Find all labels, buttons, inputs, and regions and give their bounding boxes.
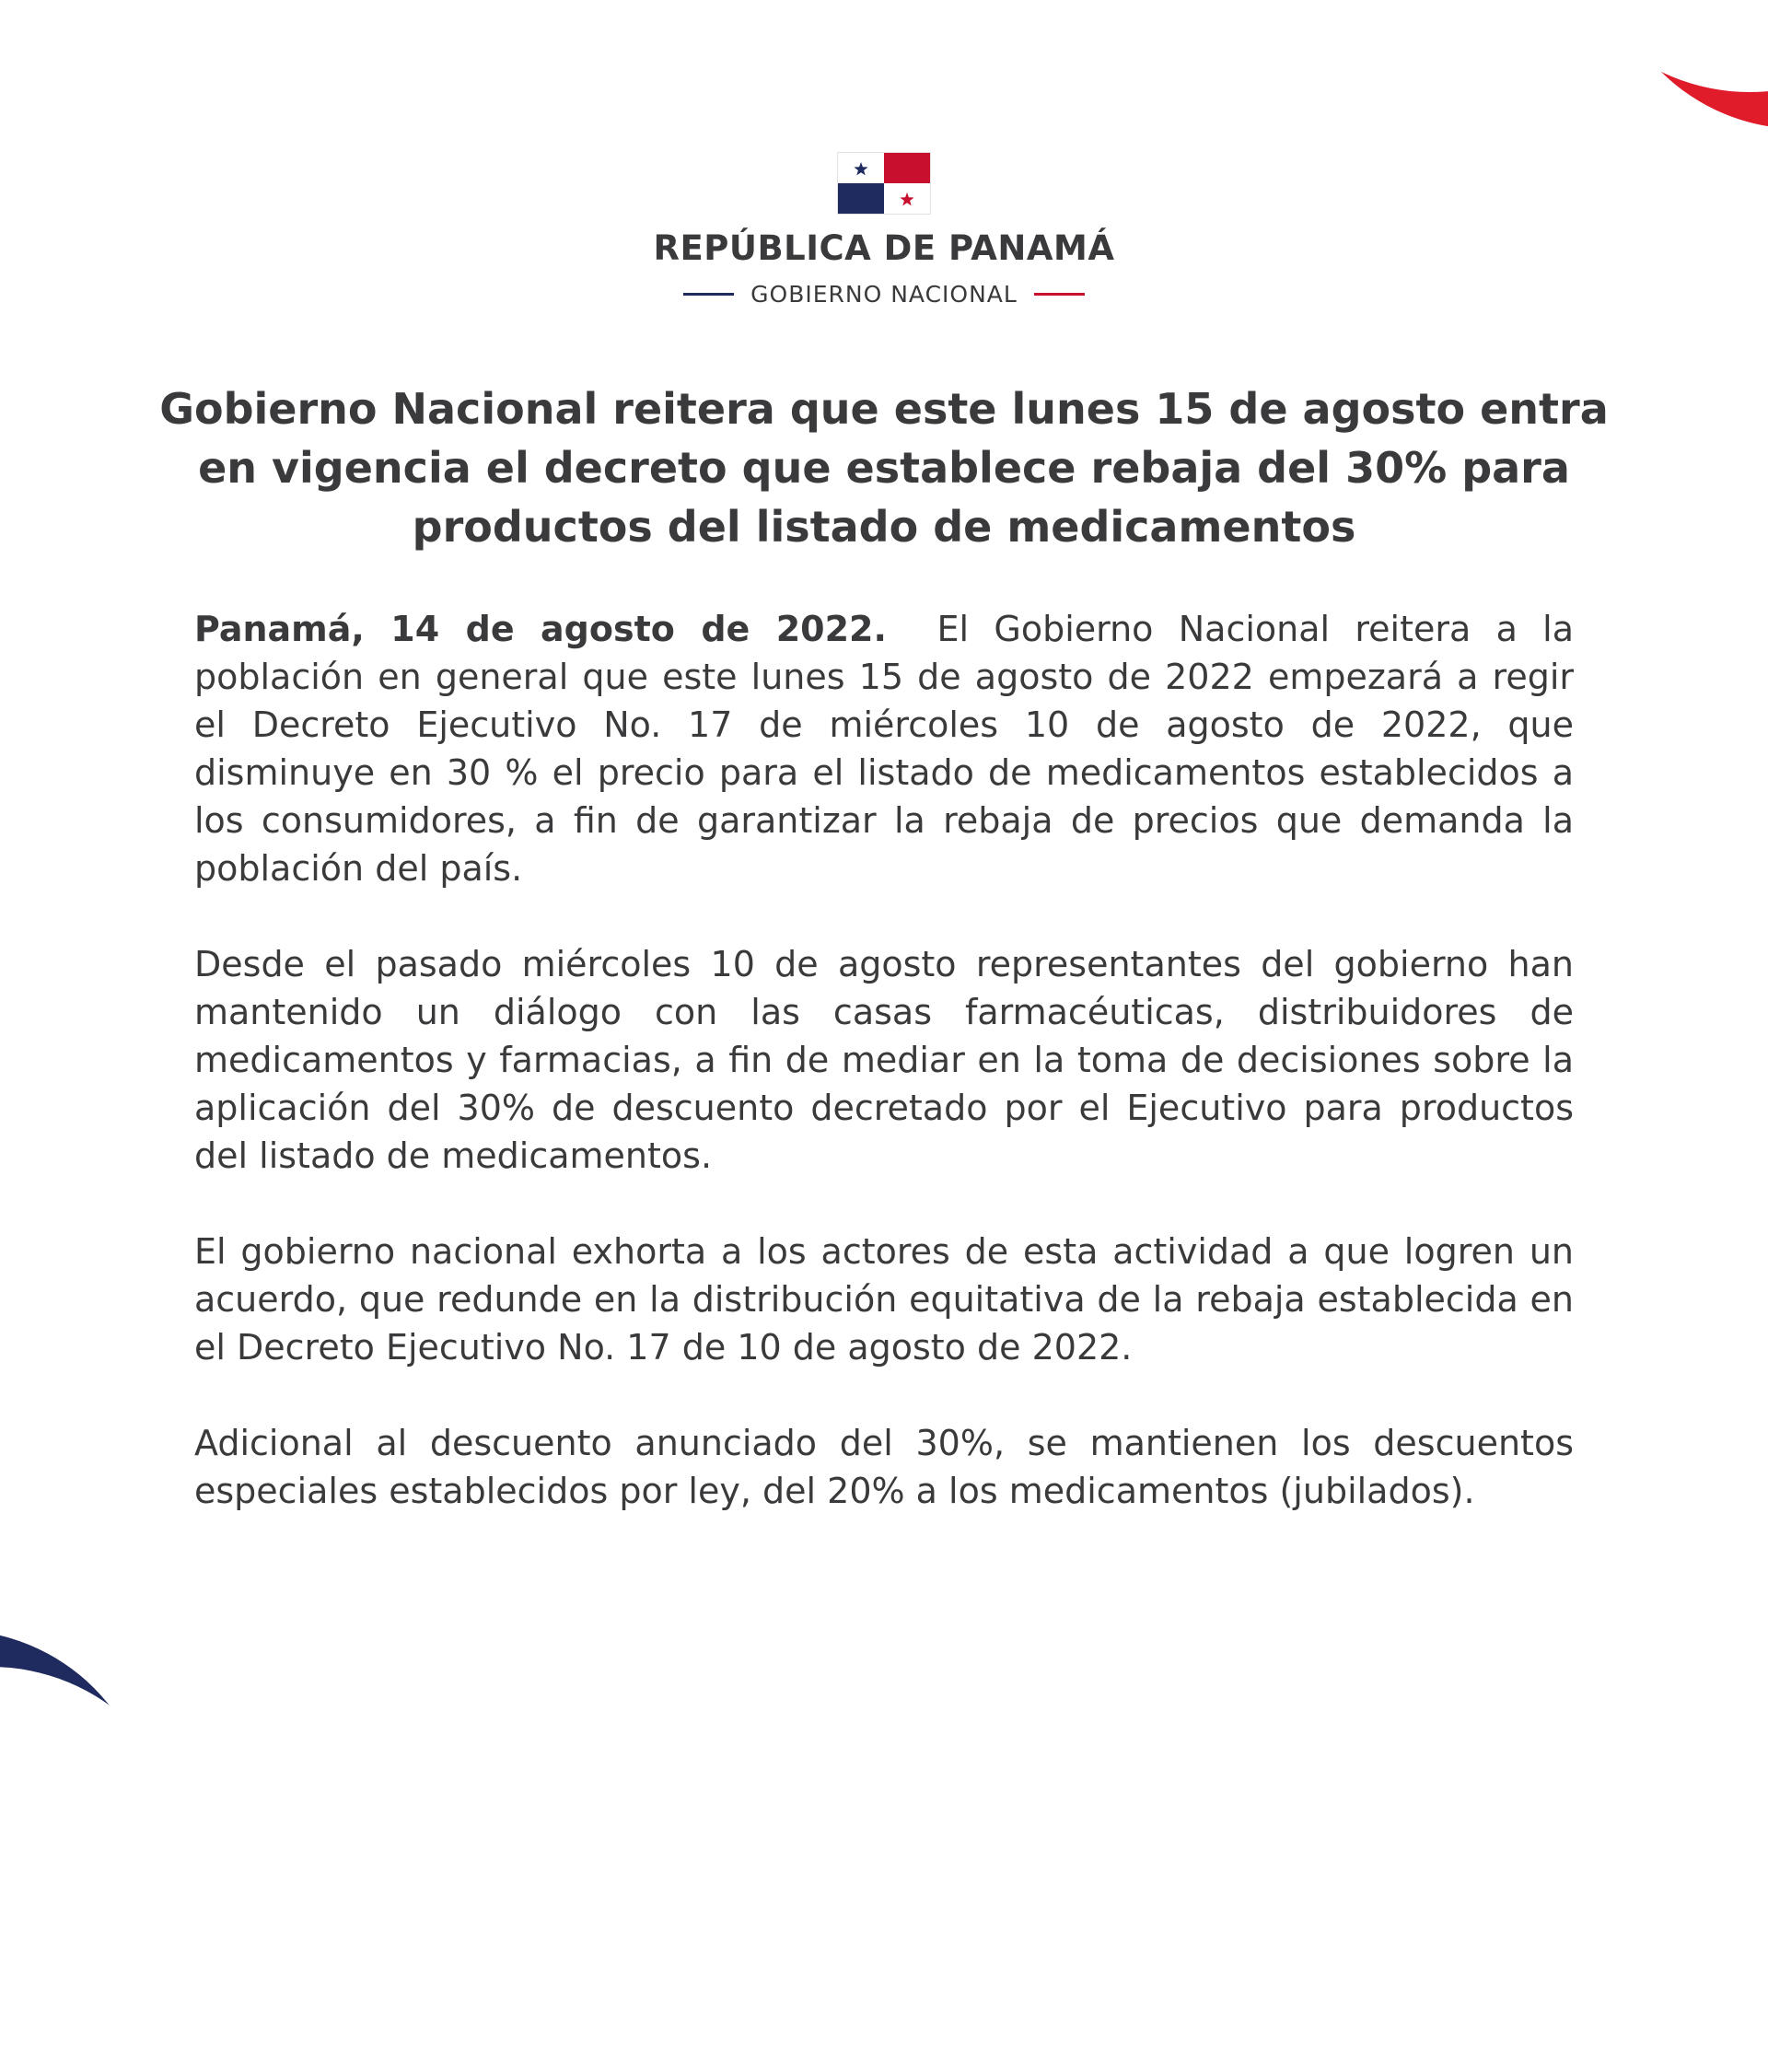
divider-blue (683, 293, 734, 296)
paragraph-1-text: El Gobierno Nacional reitera a la población en general que este lunes 15 de agosto de 2022 empezará a regir el Decreto Ejecutivo No. 17 de miércoles 10 de agosto de 2022, que disminuye en 30 % el precio para el listado de medicamentos establecidos a los consumidores, a fin de garantizar la rebaja de precios que demanda la población del país. (194, 609, 1574, 889)
paragraph-2: Desde el pasado miércoles 10 de agosto representantes del gobierno han mantenido un diálogo con las casas farmacéuticas, distribuidores de medicamentos y farmacias, a fin de mediar en la toma de decisiones sobre la aplicación del 30% de descuento decretado por el Ejecutivo para productos del listado de medicamentos. (194, 944, 1574, 1176)
headline: Gobierno Nacional reitera que este lunes 15 de agosto entra en vigencia el decreto que establece rebaja del 30% para productos del listado de medicamentos (159, 384, 1609, 552)
article-body (194, 605, 1574, 1563)
panama-flag-icon (837, 152, 931, 215)
divider-red (1034, 293, 1085, 296)
seal-subtitle: GOBIERNO NACIONAL (750, 281, 1018, 308)
seal-subtitle-row (0, 281, 1768, 308)
corner-decoration-mask (1547, 0, 1768, 92)
seal-title: REPÚBLICA DE PANAMÁ (653, 228, 1115, 268)
dateline: Panamá, 14 de agosto de 2022. (194, 609, 887, 649)
paragraph-3: El gobierno nacional exhorta a los actores de esta actividad a que logren un acuerdo, que redunde en la distribución equitativa de la rebaja establecida en el Decreto Ejecutivo No. 17 de 10 de agosto de 2022. (194, 1231, 1574, 1368)
paragraph-1 (194, 605, 1574, 892)
corner-decoration-mask-bottom (0, 1667, 193, 2072)
paragraph-4: Adicional al descuento anunciado del 30%, se mantienen los descuentos especiales establecidos por ley, del 20% a los medicamentos (jubilados). (194, 1423, 1574, 1511)
